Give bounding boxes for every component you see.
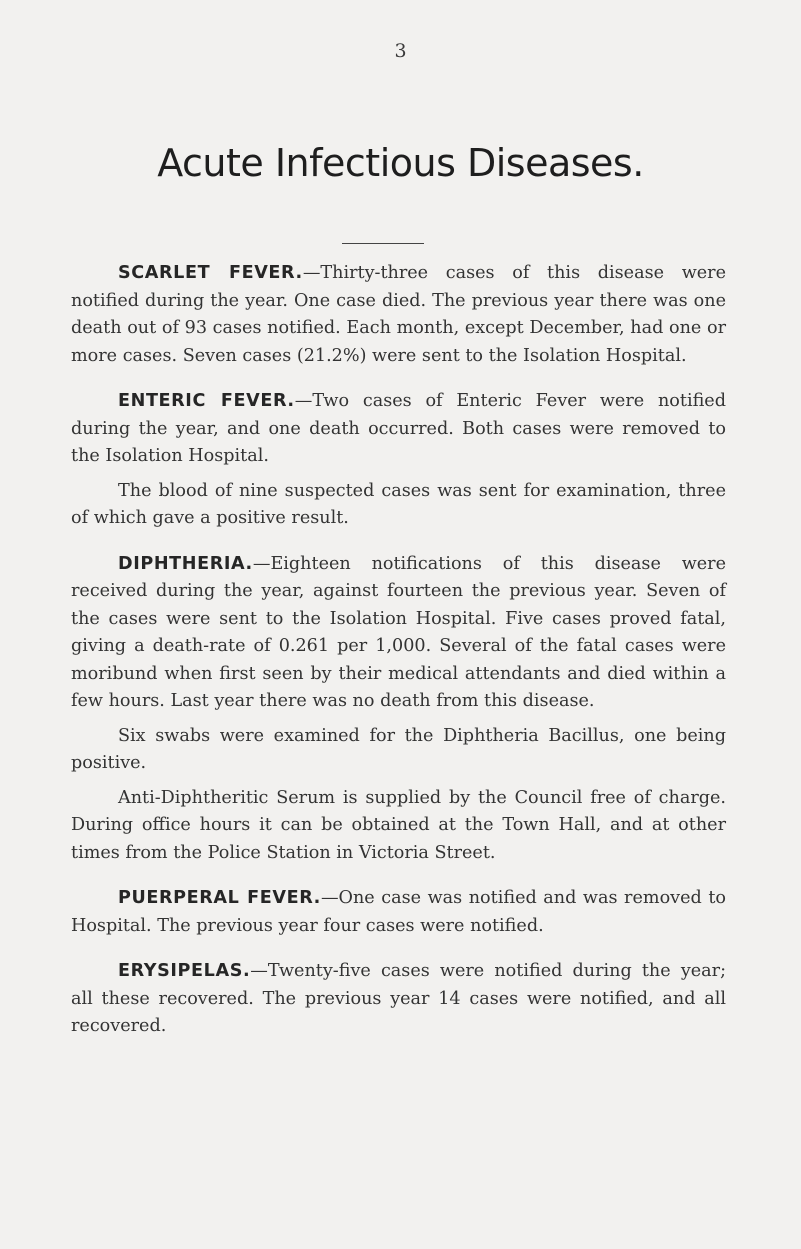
puerperal-fever-heading: PUERPERAL FEVER. <box>118 888 321 908</box>
diphtheria-text: —Eighteen notifications of this disease were received during the year, against fourteen the previous year. Seven of the cases were sent to the Isolation Hospital. Five cases proved fatal, giving a death-rate of 0.261 per 1,000. Several of the fatal cases were moribund when first seen by their medical attendants and died within a few hours. Last year there was no death from this disease. <box>71 553 726 711</box>
diphtheria-paragraph <box>71 551 726 716</box>
enteric-fever-text: —Two cases of Enteric Fever were notified during the year, and one death occurred. Both cases were removed to the Isolation Hospital. <box>71 391 726 466</box>
enteric-fever-blood-paragraph: The blood of nine suspected cases was sent for examination, three of which gave a positive result. <box>71 480 726 528</box>
puerperal-fever-text: —One case was notified and was removed to Hospital. The previous year four cases were notified. <box>71 888 726 936</box>
diphtheria-swabs-paragraph: Six swabs were examined for the Diphtheria Bacillus, one being positive. <box>71 725 726 773</box>
scarlet-fever-heading: SCARLET FEVER. <box>118 263 303 283</box>
erysipelas-text: —Twenty-five cases were notified during the year; all these recovered. The previous year 14 cases were notified, and all recovered. <box>71 961 726 1036</box>
puerperal-fever-paragraph <box>71 885 726 940</box>
enteric-fever-heading: ENTERIC FEVER. <box>118 391 295 411</box>
document-body <box>71 260 726 1041</box>
scarlet-fever-text: —Thirty-three cases of this disease were notified during the year. One case died. The previous year there was one death out of 93 cases notified. Each month, except December, had one or more cases. Seven cases (21.2%) were sent to the Isolation Hospital. <box>71 263 726 366</box>
page-title: Acute Infectious Diseases. <box>157 141 644 185</box>
enteric-fever-paragraph <box>71 388 726 471</box>
scarlet-fever-paragraph <box>71 260 726 370</box>
diphtheria-serum-paragraph: Anti-Diphtheritic Serum is supplied by the Council free of charge. During office hours it can be obtained at the Town Hall, and at other times from the Police Station in Victoria Street. <box>71 787 726 863</box>
diphtheria-heading: DIPHTHERIA. <box>118 553 253 574</box>
title-divider <box>342 243 424 244</box>
page-number: 3 <box>394 40 407 62</box>
erysipelas-heading: ERYSIPELAS. <box>118 961 251 981</box>
erysipelas-paragraph <box>71 958 726 1041</box>
